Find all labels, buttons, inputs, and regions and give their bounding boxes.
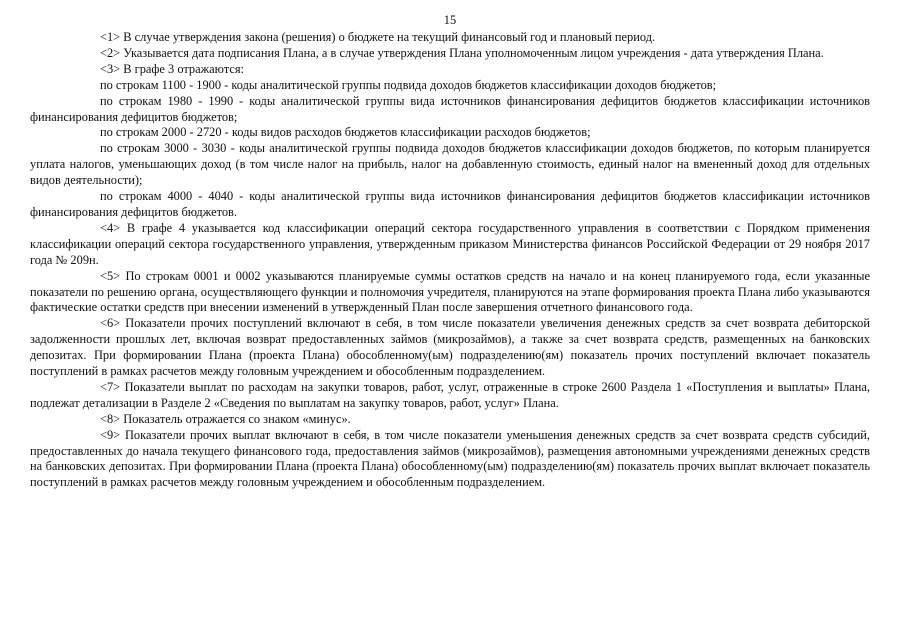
footnote-3-rows-4000-4040: по строкам 4000 - 4040 - коды аналитической группы вида источников финансирования дефицитов бюджетов классификации источников финансирования дефицитов бюджетов. bbox=[30, 189, 870, 219]
footnote-3: <3> В графе 3 отражаются: bbox=[100, 61, 244, 76]
footnote-3-rows-1100-1900: по строкам 1100 - 1900 - коды аналитической группы подвида доходов бюджетов классификации доходов бюджетов; bbox=[100, 77, 717, 92]
footnote-7: <7> Показатели выплат по расходам на закупки товаров, работ, услуг, отраженные в строке 2600 Раздела 1 «Поступления и выплаты» Плана, подлежат детализации в Разделе 2 «Сведения по выплатам на закупку товаров, работ, услуг» Плана. bbox=[30, 379, 870, 410]
footnote-6: <6> Показатели прочих поступлений включают в себя, в том числе показатели увеличения денежных средств за счет возврата дебиторской задолженности прошлых лет, включая возврат предоставленных займов (микрозаймов), а также за счет возврата средств, размещенных на банковских депозитах. При формировании Плана (проекта Плана) обособленному(ым) подразделению(ям) показатель прочих поступлений включает показатель поступлений в рамках расчетов между головным учреждением и обособленным подразделением. bbox=[30, 316, 870, 379]
footnote-9: <9> Показатели прочих выплат включают в себя, в том числе показатели уменьшения денежных средств за счет возврата средств субсидий, предоставленных до начала текущего финансового года, предоставления займов (микрозаймов), размещения автономными учреждениями денежных средств на банковских депозитах. При формировании Плана (проекта Плана) обособленному(ым) подразделению(ям) показатель прочих выплат включает показатель поступлений в рамках расчетов между головным учреждением и обособленным подразделением. bbox=[30, 427, 870, 490]
page-number: 15 bbox=[443, 13, 457, 27]
footnote-8: <8> Показатель отражается со знаком «минус». bbox=[100, 411, 351, 426]
footnote-5: <5> По строкам 0001 и 0002 указываются планируемые суммы остатков средств на начало и на конец планируемого года, если указанные показатели по решению органа, осуществляющего функции и полномочия учредителя, планируются на этапе формирования проекта Плана либо указываются фактические остатки средств при внесении изменений в утвержденный План после завершения отчетного финансового года. bbox=[30, 268, 870, 315]
footnote-3-rows-2000-2720: по строкам 2000 - 2720 - коды видов расходов бюджетов классификации расходов бюджетов; bbox=[100, 125, 591, 140]
footnote-4: <4> В графе 4 указывается код классификации операций сектора государственного управления в соответствии с Порядком применения классификации операций сектора государственного управления, утвержденным приказом Министерства финансов Российской Федерации от 29 ноября 2017 года № 209н. bbox=[30, 220, 870, 267]
footnote-2: <2> Указывается дата подписания Плана, а в случае утверждения Плана уполномоченным лицом учреждения - дата утверждения Плана. bbox=[100, 45, 824, 60]
footnote-3-rows-3000-3030: по строкам 3000 - 3030 - коды аналитической группы подвида доходов бюджетов классификации доходов бюджетов, по которым планируется уплата налогов, уменьшающих доход (в том числе налог на прибыль, налог на добавленную стоимость, единый налог на вмененный доход для отдельных видов деятельности); bbox=[30, 141, 870, 188]
footnote-1: <1> В случае утверждения закона (решения) о бюджете на текущий финансовый год и плановый период. bbox=[100, 30, 656, 44]
footnote-3-rows-1980-1990: по строкам 1980 - 1990 - коды аналитической группы вида источников финансирования дефицитов бюджетов классификации источников финансирования дефицитов бюджетов; bbox=[30, 93, 870, 124]
